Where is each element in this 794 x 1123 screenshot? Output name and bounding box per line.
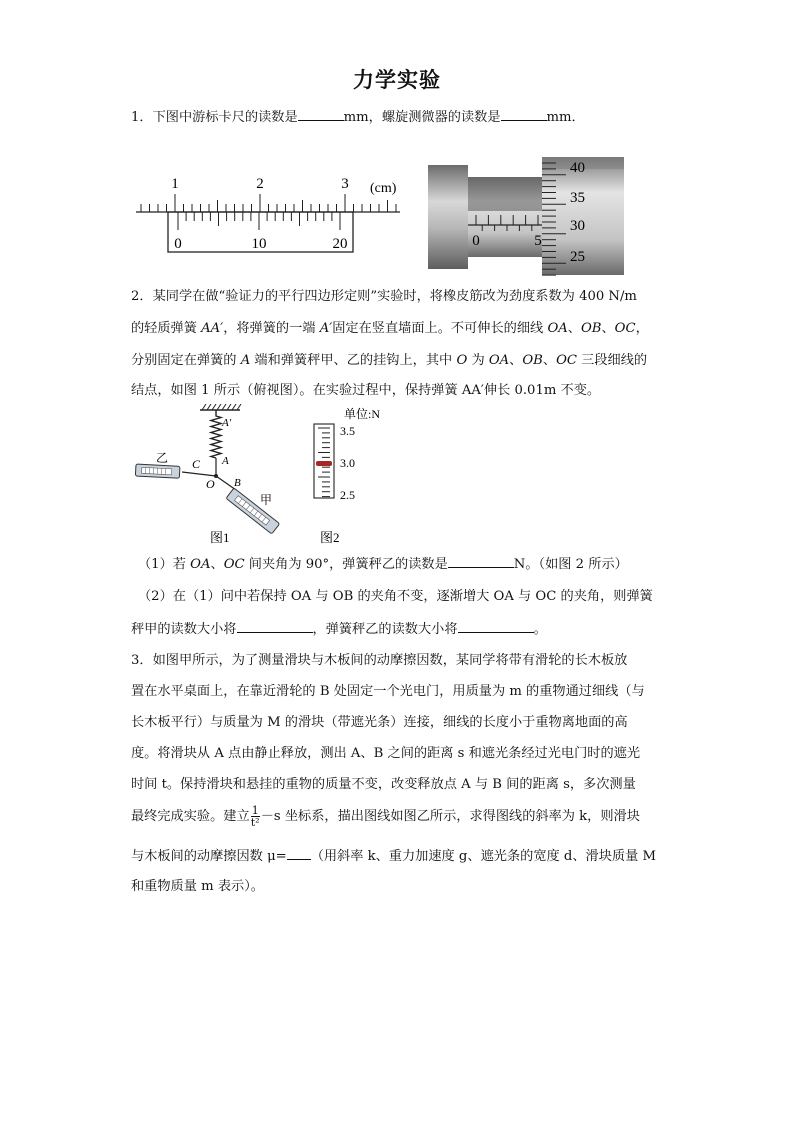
fig1-label-o: O [206,477,215,491]
q2-sub1-var-oc: OC [223,557,245,572]
micrometer-figure [426,155,626,277]
micrometer-thimble-label-30: 30 [570,218,585,234]
q2-line3-sep1: 、 [509,353,523,368]
wall-hatch-line [227,404,231,410]
caliper-main-label-1: 1 [171,176,179,192]
q3-line7-text-a: 与木板间的动摩擦因数 μ= [131,849,287,864]
q2-line4: 结点，如图 1 所示（俯视图）。在实验过程中，保持弹簧 AA′伸长 0.01m 不变。 [131,383,601,398]
q2-line2-text-c: ，将弹簧的一端 [223,321,320,336]
wall-hatch-line [232,404,236,410]
q3-fraction-numerator: 1 [251,804,259,817]
wall-hatching [202,404,241,410]
q2-sub1-text-f: N。（如图 2 所示） [513,557,628,572]
micrometer-thimble-label-40: 40 [570,160,585,176]
thread-oc [182,472,216,476]
q2-sub1-sep: 、 [210,557,224,572]
wall-hatch-line [202,404,206,410]
q1-blank-caliper[interactable] [298,106,344,121]
q2-line2 [131,318,671,340]
q2-line2-var-oc: OC [614,321,636,336]
q1-text-part3: mm． [546,110,585,125]
q2-line2-sep2: 、 [601,321,615,336]
caliper-main-label-2: 2 [256,176,264,192]
q2-line2-text-a: 的轻质弹簧 [131,321,202,336]
q2-sub1-text-e: 间夹角为 90°，弹簧秤乙的读数是 [244,557,448,572]
fig2-tick-3-5: 3.5 [340,424,355,438]
q3-line6-text-b: －s 坐标系，描出图线如图乙所示，求得图线的斜率为 k，则滑块 [260,809,640,824]
q2-line2-var-aap: AA′ [201,321,224,336]
q3-fraction [251,805,260,828]
q3-line3: 长木板平行）与质量为 M 的滑块（带遮光条）连接，细线的长度小于重物离地面的高 [131,715,628,730]
q2-line3-text-e: 为 [467,353,489,368]
q2-sub1-var-oa: OA [190,557,211,572]
q2-line2-var-ap: A′ [319,321,333,336]
q2-sub2-blank-jia[interactable] [237,618,313,633]
q2-sub2-line1: （2）在（1）问中若保持 OA 与 OB 的夹角不变，逐渐增大 OA 与 OC 的夹角，则弹簧 [138,589,653,604]
q3-line1: 3．如图甲所示，为了测量滑块与木板间的动摩擦因数，某同学将带有滑轮的长木板放 [131,653,628,668]
q3-line8: 和重物质量 m 表示）。 [131,879,264,894]
q2-line3-text-c: 端和弹簧秤甲、乙的挂钩上，其中 [250,353,457,368]
q2-line3-var-oc: OC [556,353,577,368]
spring-aap [211,410,221,458]
caliper-main-ticks [141,194,396,212]
wall-hatch-line [237,404,241,410]
q1-text [131,106,671,129]
q2-sub2-text-c: 。 [533,622,547,637]
q3-fraction-denominator: t² [250,816,260,829]
q2-line2-var-ob: OB [580,321,602,336]
figure-2-scale-reading [306,404,396,552]
wall-hatch-line [222,404,226,410]
q1-text-part1: 1．下图中游标卡尺的读数是 [131,110,298,125]
figure-1-spring-setup [130,404,290,552]
q2-sub2-text-a: 秤甲的读数大小将 [131,622,237,637]
thread-ob [216,476,236,490]
caliper-vernier-label-20: 20 [332,236,348,252]
q3-blank-mu[interactable] [287,845,311,860]
micrometer-frame [428,165,468,269]
q2-line3-var-a: A [240,353,251,368]
micrometer-thimble-label-35: 35 [570,190,585,206]
q2-line3-end: 三段细线的 [576,353,648,368]
caliper-vernier-label-0: 0 [174,236,182,252]
q2-line3 [131,350,671,372]
micrometer-sleeve-shade [468,177,546,211]
q2-line3-var-oa: OA [488,353,510,368]
q2-sub2-blank-yi[interactable] [458,618,534,633]
page-title: 力学实验 [353,68,441,92]
q2-line3-var-ob: OB [522,353,543,368]
q3-line6 [131,805,671,828]
q3-line7 [131,845,671,868]
fig2-caption: 图2 [320,530,340,545]
q1-blank-micrometer[interactable] [501,106,547,121]
fig1-label-c: C [192,457,201,471]
caliper-vernier-ticks [178,212,340,230]
fig2-tick-3-0: 3.0 [340,456,355,470]
q2-line2-sep1: 、 [567,321,581,336]
wall-hatch-line [217,404,221,410]
q2-line3-var-o: O [456,353,468,368]
q2-sub2-line2 [131,618,671,641]
q3-line7-text-b: （用斜率 k、重力加速度 g、遮光条的宽度 d、滑块质量 M [310,849,656,864]
vernier-caliper-figure [130,168,410,258]
q2-line2-var-oa: OA [547,321,568,336]
caliper-unit-label: (cm) [370,181,397,196]
q2-line2-text-e: 固定在竖直墙面上。不可伸长的细线 [332,321,548,336]
q2-line2-end: ， [635,321,649,336]
q3-line4: 度。将滑块从 A 点由静止释放，测出 A、B 之间的距离 s 和遮光条经过光电门时的遮光 [131,746,641,761]
q2-line3-text-a: 分别固定在弹簧的 [131,353,241,368]
q2-line3-sep2: 、 [542,353,557,368]
fig2-tick-2-5: 2.5 [340,488,355,502]
q2-sub1 [138,553,678,576]
q1-text-part2: mm，螺旋测微器的读数是 [343,110,501,125]
q3-line5: 时间 t。保持滑块和悬挂的重物的质量不变，改变释放点 A 与 B 间的距离 s，多次测量 [131,777,636,792]
q2-sub1-blank[interactable] [448,553,514,568]
fig2-pointer [316,461,332,466]
caliper-main-label-3: 3 [341,176,349,192]
q3-line2: 置在水平桌面上，在靠近滑轮的 B 处固定一个光电门，用质量为 m 的重物通过细线（与 [131,684,645,699]
fig1-label-yi: 乙 [156,451,169,465]
q2-sub2-text-b: ，弹簧秤乙的读数大小将 [312,622,458,637]
fig1-caption: 图1 [210,530,230,545]
fig1-label-jia: 甲 [260,493,273,507]
q3-line6-text-a: 最终完成实验。建立 [131,809,250,824]
wall-hatch-line [207,404,211,410]
fig1-label-b: B [234,477,241,489]
fig1-label-ap: A′ [222,417,232,429]
micrometer-sleeve-label-5: 5 [534,233,542,249]
spring-scale-yi [135,464,180,478]
q2-line1: 2．某同学在做“验证力的平行四边形定则”实验时，将橡皮筋改为劲度系数为 400 N/m [131,289,637,304]
q2-sub1-text-a: （1）若 [138,557,191,572]
fig2-unit: 单位:N [344,407,381,421]
fig1-label-a: A [222,455,229,467]
caliper-vernier-label-10: 10 [251,236,267,252]
micrometer-sleeve-label-0: 0 [472,233,480,249]
wall-hatch-line [212,404,216,410]
micrometer-thimble-label-25: 25 [570,249,585,265]
